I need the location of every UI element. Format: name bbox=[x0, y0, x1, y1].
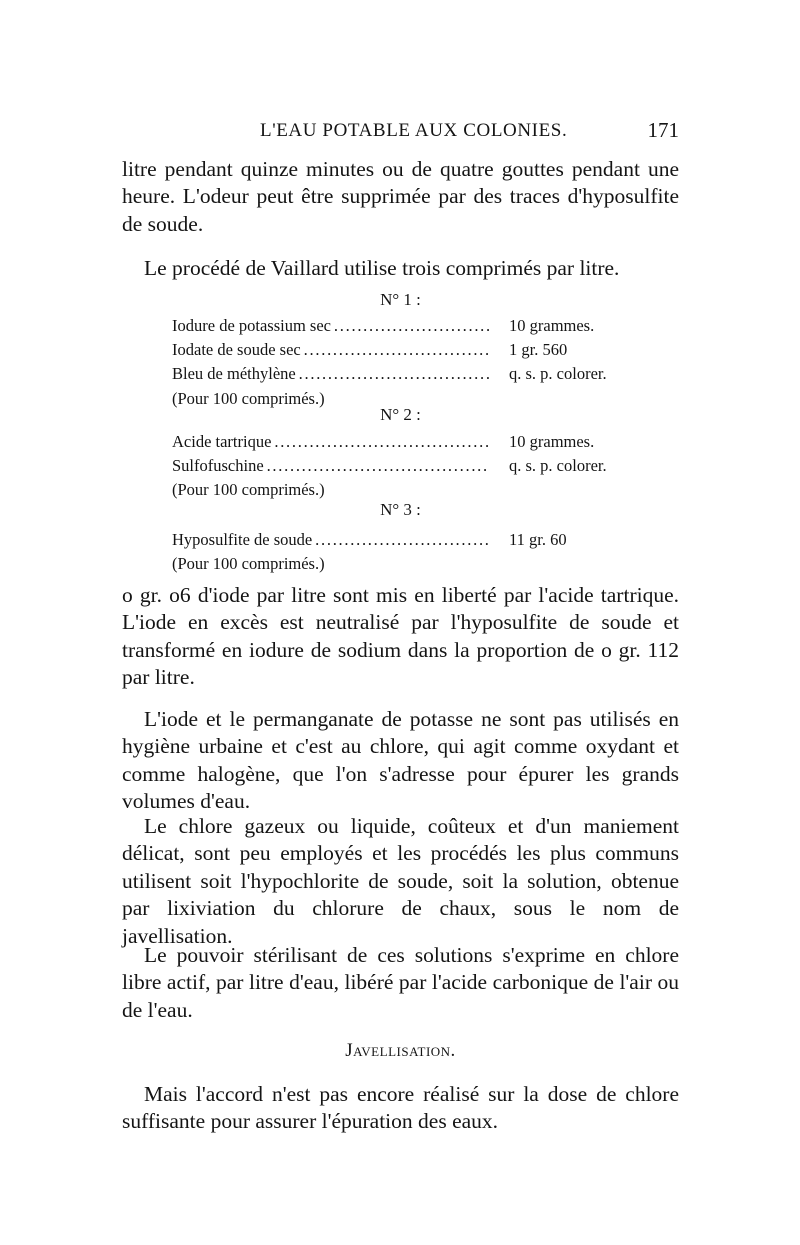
formula-note: (Pour 100 comprimés.) bbox=[172, 554, 325, 574]
ingredient-quantity: 1 gr. 560 bbox=[509, 340, 568, 360]
paragraph-chlore-gazeux: Le chlore gazeux ou liquide, coûteux et d'un maniement délicat, sont peu employés et les procédés les plus communs utilisent soit l'hypochlorite de soude, soit la solution, obtenue par lixiviation du chlorure de chaux, sous le nom de javellisation. bbox=[122, 814, 679, 948]
formula-note-row bbox=[172, 552, 635, 576]
paragraph-continuation: litre pendant quinze minutes ou de quatre gouttes pendant une heure. L'odeur peut être supprimée par des traces d'hyposulfite de soude. bbox=[122, 157, 679, 236]
formula-heading-text: N° 2 : bbox=[380, 405, 421, 424]
running-head bbox=[122, 116, 679, 146]
paragraph-pouvoir-sterilisant: Le pouvoir stérilisant de ces solutions s'exprime en chlore libre actif, par litre d'eau, libéré par l'acide carbonique de l'air ou de l'eau. bbox=[122, 943, 679, 1022]
ingredient-quantity: 10 grammes. bbox=[509, 316, 595, 335]
formula-note: (Pour 100 comprimés.) bbox=[172, 388, 325, 408]
formula-row bbox=[172, 362, 635, 386]
formula-1-list bbox=[172, 314, 635, 411]
formula-row bbox=[172, 314, 635, 338]
formula-1-heading bbox=[122, 290, 679, 310]
formula-row bbox=[172, 528, 635, 552]
ingredient-label: Bleu de méthylène . . . bbox=[172, 362, 490, 386]
page-number: 171 bbox=[647, 118, 679, 142]
ingredient-quantity: q. s. p. colorer. bbox=[509, 456, 607, 476]
formula-note: (Pour 100 comprimés.) bbox=[172, 480, 325, 500]
ingredient-label: Sulfofuschine . . . bbox=[172, 454, 490, 478]
formula-3-list bbox=[172, 528, 635, 576]
ingredient-quantity: q. s. p. colorer. bbox=[509, 364, 607, 384]
ingredient-label: Acide tartrique . . . bbox=[172, 430, 490, 454]
formula-2-heading bbox=[122, 405, 679, 425]
ingredient-label: Hyposulfite de soude . . . bbox=[172, 528, 490, 552]
running-title: L'EAU POTABLE AUX COLONIES. bbox=[260, 120, 568, 141]
formula-heading-text: N° 3 : bbox=[380, 500, 421, 519]
ingredient-label: Iodure de potassium sec . . . bbox=[172, 314, 490, 338]
formula-row bbox=[172, 338, 635, 362]
paragraph-chlore: L'iode et le permanganate de potasse ne sont pas utilisés en hygiène urbaine et c'est au chlore, qui agit comme oxydant et comme halogène, que l'on s'adresse pour épurer les grands volumes d'eau. bbox=[122, 707, 679, 814]
formula-heading-text: N° 1 : bbox=[380, 290, 421, 309]
ingredient-quantity: 11 gr. 60 bbox=[509, 530, 567, 549]
paragraph-accord: Mais l'accord n'est pas encore réalisé sur la dose de chlore suffisante pour assurer l'épuration des eaux. bbox=[122, 1082, 679, 1134]
ingredient-quantity: 10 grammes. bbox=[509, 432, 595, 451]
formula-3-heading bbox=[122, 500, 679, 520]
formula-row bbox=[172, 430, 635, 454]
formula-note-row bbox=[172, 478, 635, 502]
paragraph-iode-release: o gr. o6 d'iode par litre sont mis en liberté par l'acide tartrique. L'iode en excès est neutralisé par l'hyposulfite de soude et transformé en iodure de sodium dans la proportion de o gr. 112 par litre. bbox=[122, 583, 679, 690]
paragraph-vaillard-intro: Le procédé de Vaillard utilise trois comprimés par litre. bbox=[144, 256, 620, 280]
formula-row bbox=[172, 454, 635, 478]
ingredient-label: Iodate de soude sec . . . bbox=[172, 338, 490, 362]
section-title: Javellisation. bbox=[345, 1040, 456, 1061]
formula-2-list bbox=[172, 430, 635, 503]
